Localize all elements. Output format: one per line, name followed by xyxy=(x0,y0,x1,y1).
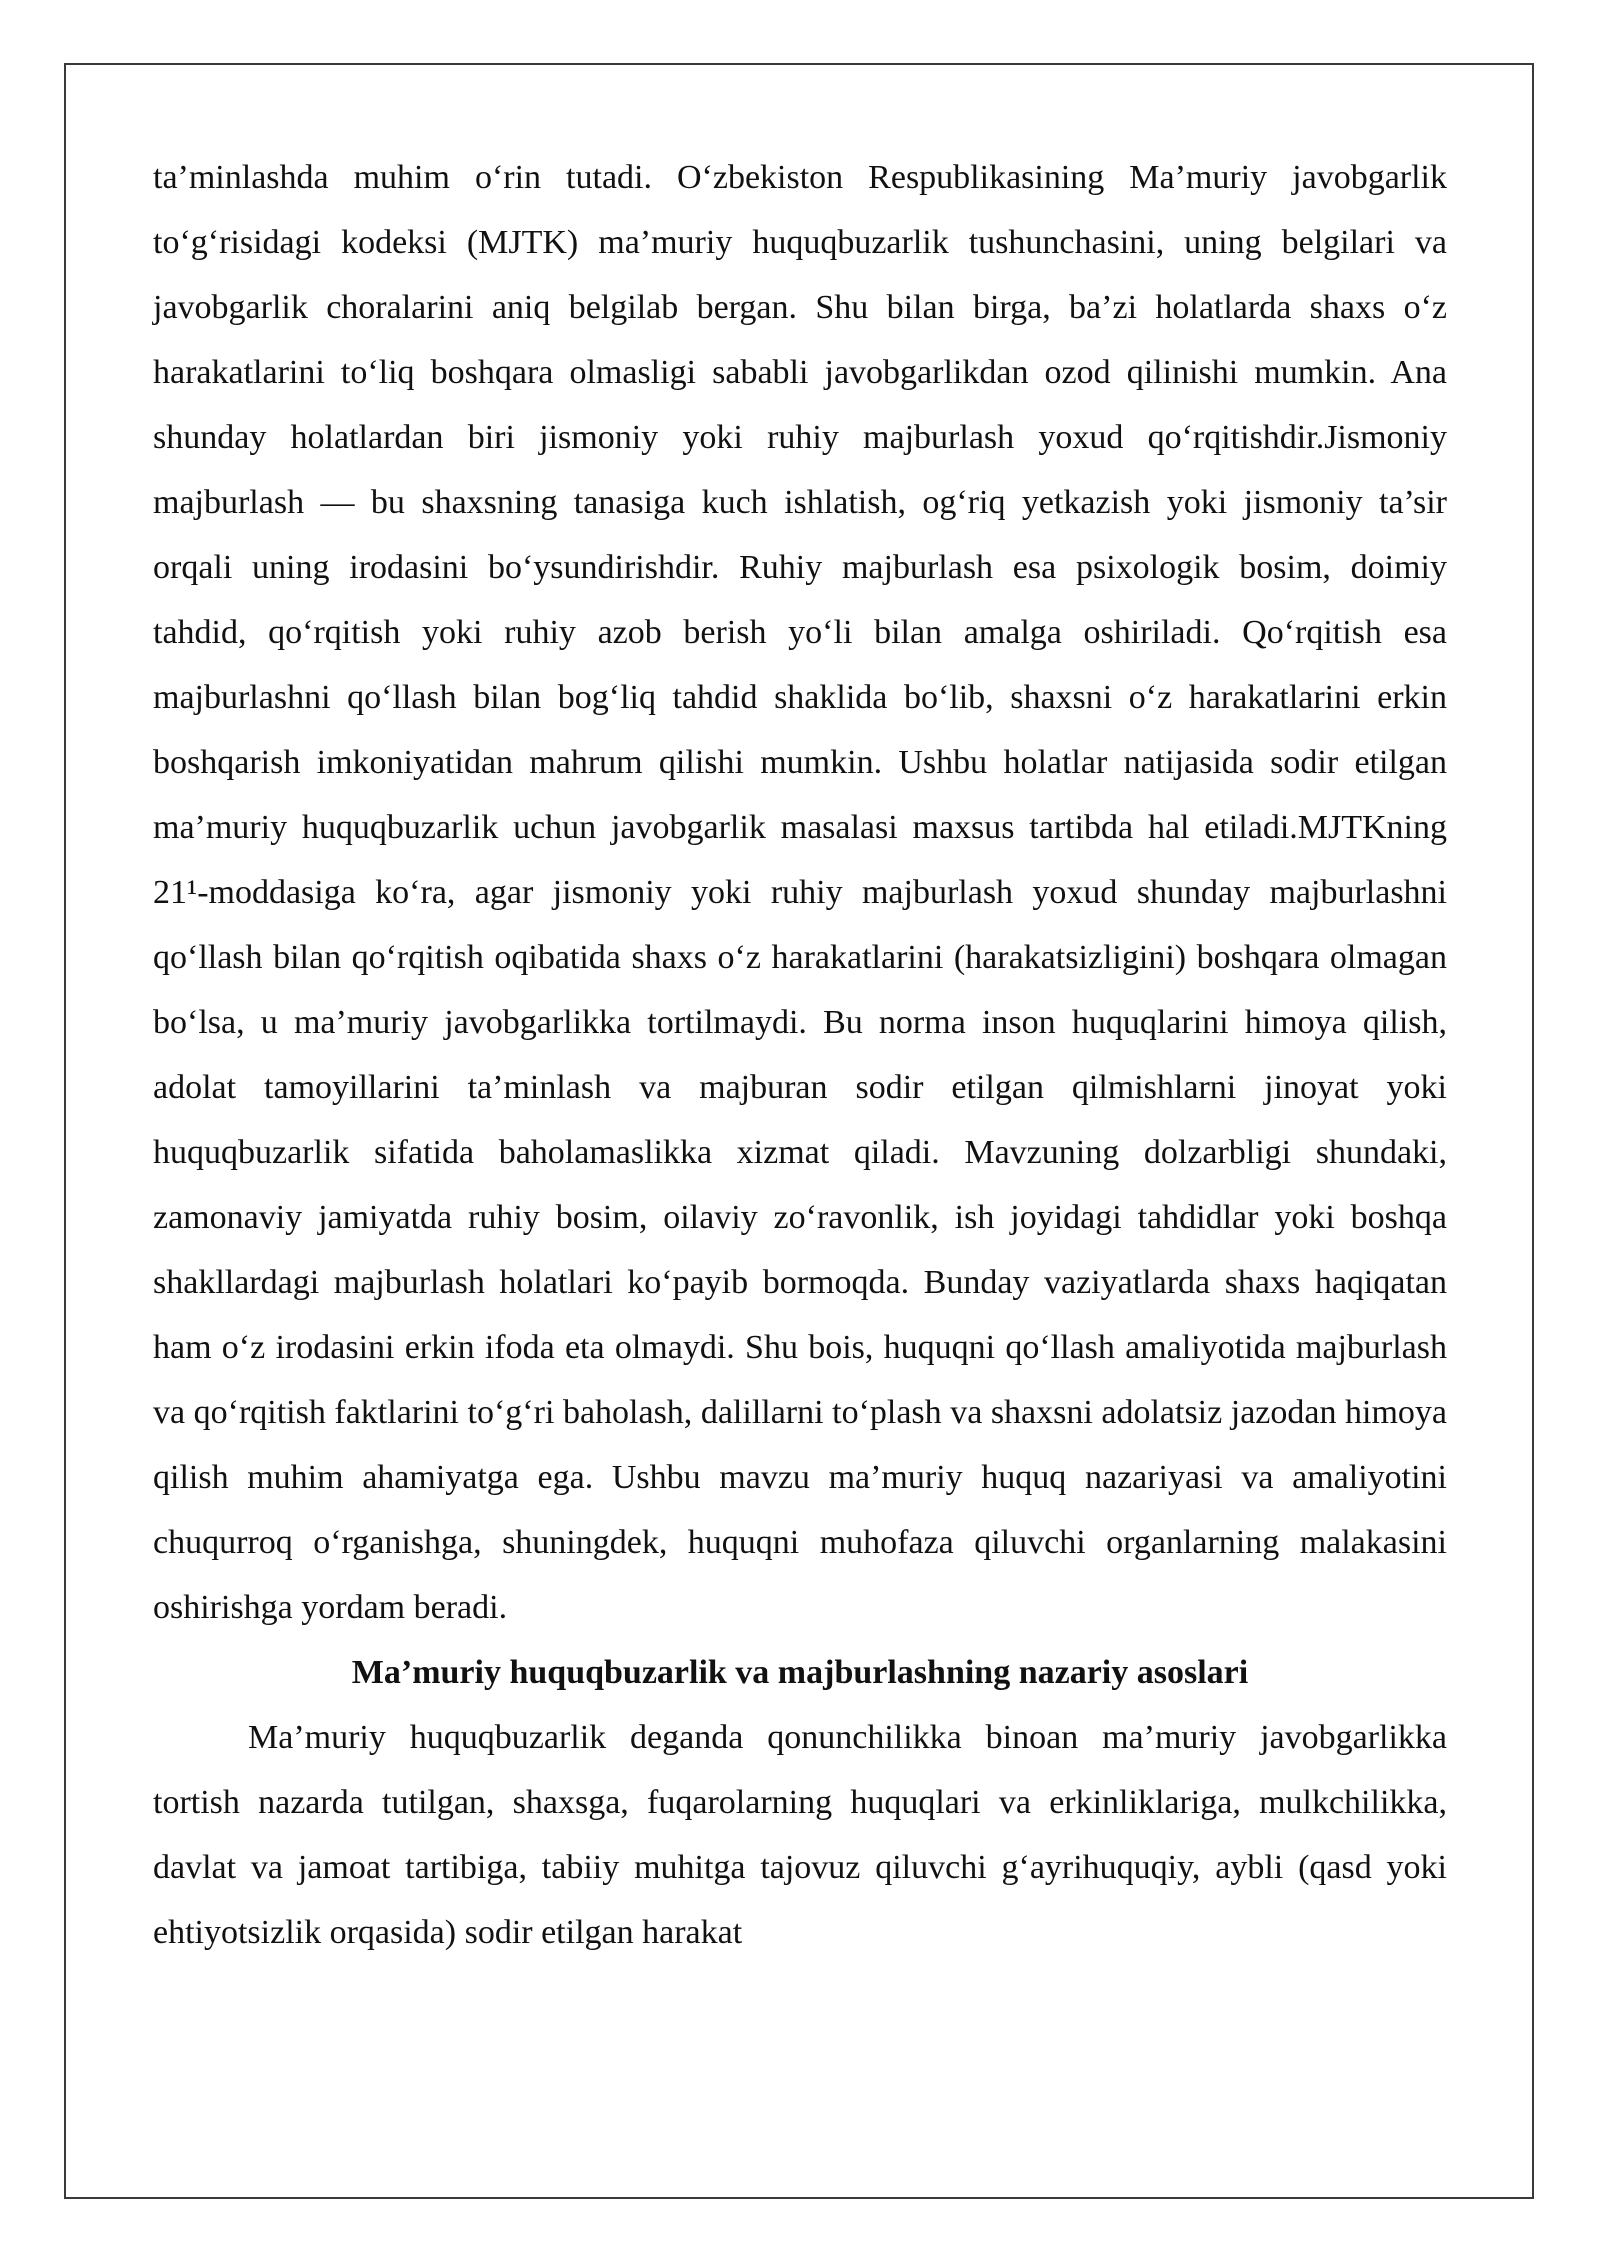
body-paragraph: Ma’muriy huquqbuzarlik deganda qonunchilikka binoan ma’muriy javobgarlikka tortish nazarda tutilgan, shaxsga, fuqarolarning huquqlari va erkinliklariga, mulkchilikka, davlat va jamoat tartibiga, tabiiy muhitga tajovuz qiluvchi g‘ayrihuquqiy, aybli (qasd yoki ehtiyotsizlik orqasida) sodir etilgan harakat xyxy=(153,1719,1447,1951)
document-body xyxy=(153,145,1447,1965)
body-paragraph-continued: ta’minlashda muhim o‘rin tutadi. O‘zbekiston Respublikasining Ma’muriy javobgarlik to‘g‘risidagi kodeksi (MJTK) ma’muriy huquqbuzarlik tushunchasini, uning belgilari va javobgarlik choralarini aniq belgilab bergan. Shu bilan birga, ba’zi holatlarda shaxs o‘z harakatlarini to‘liq boshqara olmasligi sababli javobgarlikdan ozod qilinishi mumkin. Ana shunday holatlardan biri jismoniy yoki ruhiy majburlash yoxud qo‘rqitishdir.Jismoniy majburlash — bu shaxsning tanasiga kuch ishlatish, og‘riq yetkazish yoki jismoniy ta’sir orqali uning irodasini bo‘ysundirishdir. Ruhiy majburlash esa psixologik bosim, doimiy tahdid, qo‘rqitish yoki ruhiy azob berish yo‘li bilan amalga oshiriladi. Qo‘rqitish esa majburlashni qo‘llash bilan bog‘liq tahdid shaklida bo‘lib, shaxsni o‘z harakatlarini erkin boshqarish imkoniyatidan mahrum qilishi mumkin. Ushbu holatlar natijasida sodir etilgan ma’muriy huquqbuzarlik uchun javobgarlik masalasi maxsus tartibda hal etiladi.MJTKning 21¹-moddasiga ko‘ra, agar jismoniy yoki ruhiy majburlash yoxud shunday majburlashni qo‘llash bilan qo‘rqitish oqibatida shaxs o‘z harakatlarini (harakatsizligini) boshqara olmagan bo‘lsa, u ma’muriy javobgarlikka tortilmaydi. Bu norma inson huquqlarini himoya qilish, adolat tamoyillarini ta’minlash va majburan sodir etilgan qilmishlarni jinoyat yoki huquqbuzarlik sifatida baholamaslikka xizmat qiladi. Mavzuning dolzarbligi shundaki, zamonaviy jamiyatda ruhiy bosim, oilaviy zo‘ravonlik, ish joyidagi tahdidlar yoki boshqa shakllardagi majburlash holatlari ko‘payib bormoqda. Bunday vaziyatlarda shaxs haqiqatan ham o‘z irodasini erkin ifoda eta olmaydi. Shu bois, huquqni qo‘llash amaliyotida majburlash va qo‘rqitish faktlarini to‘g‘ri baholash, dalillarni to‘plash va shaxsni adolatsiz jazodan himoya qilish muhim ahamiyatga ega. Ushbu mavzu ma’muriy huquq nazariyasi va amaliyotini chuqurroq o‘rganishga, shuningdek, huquqni muhofaza qiluvchi organlarning malakasini oshirishga yordam beradi. xyxy=(153,159,1447,1626)
section-heading: Ma’muriy huquqbuzarlik va majburlashning nazariy asoslari xyxy=(351,1654,1249,1691)
